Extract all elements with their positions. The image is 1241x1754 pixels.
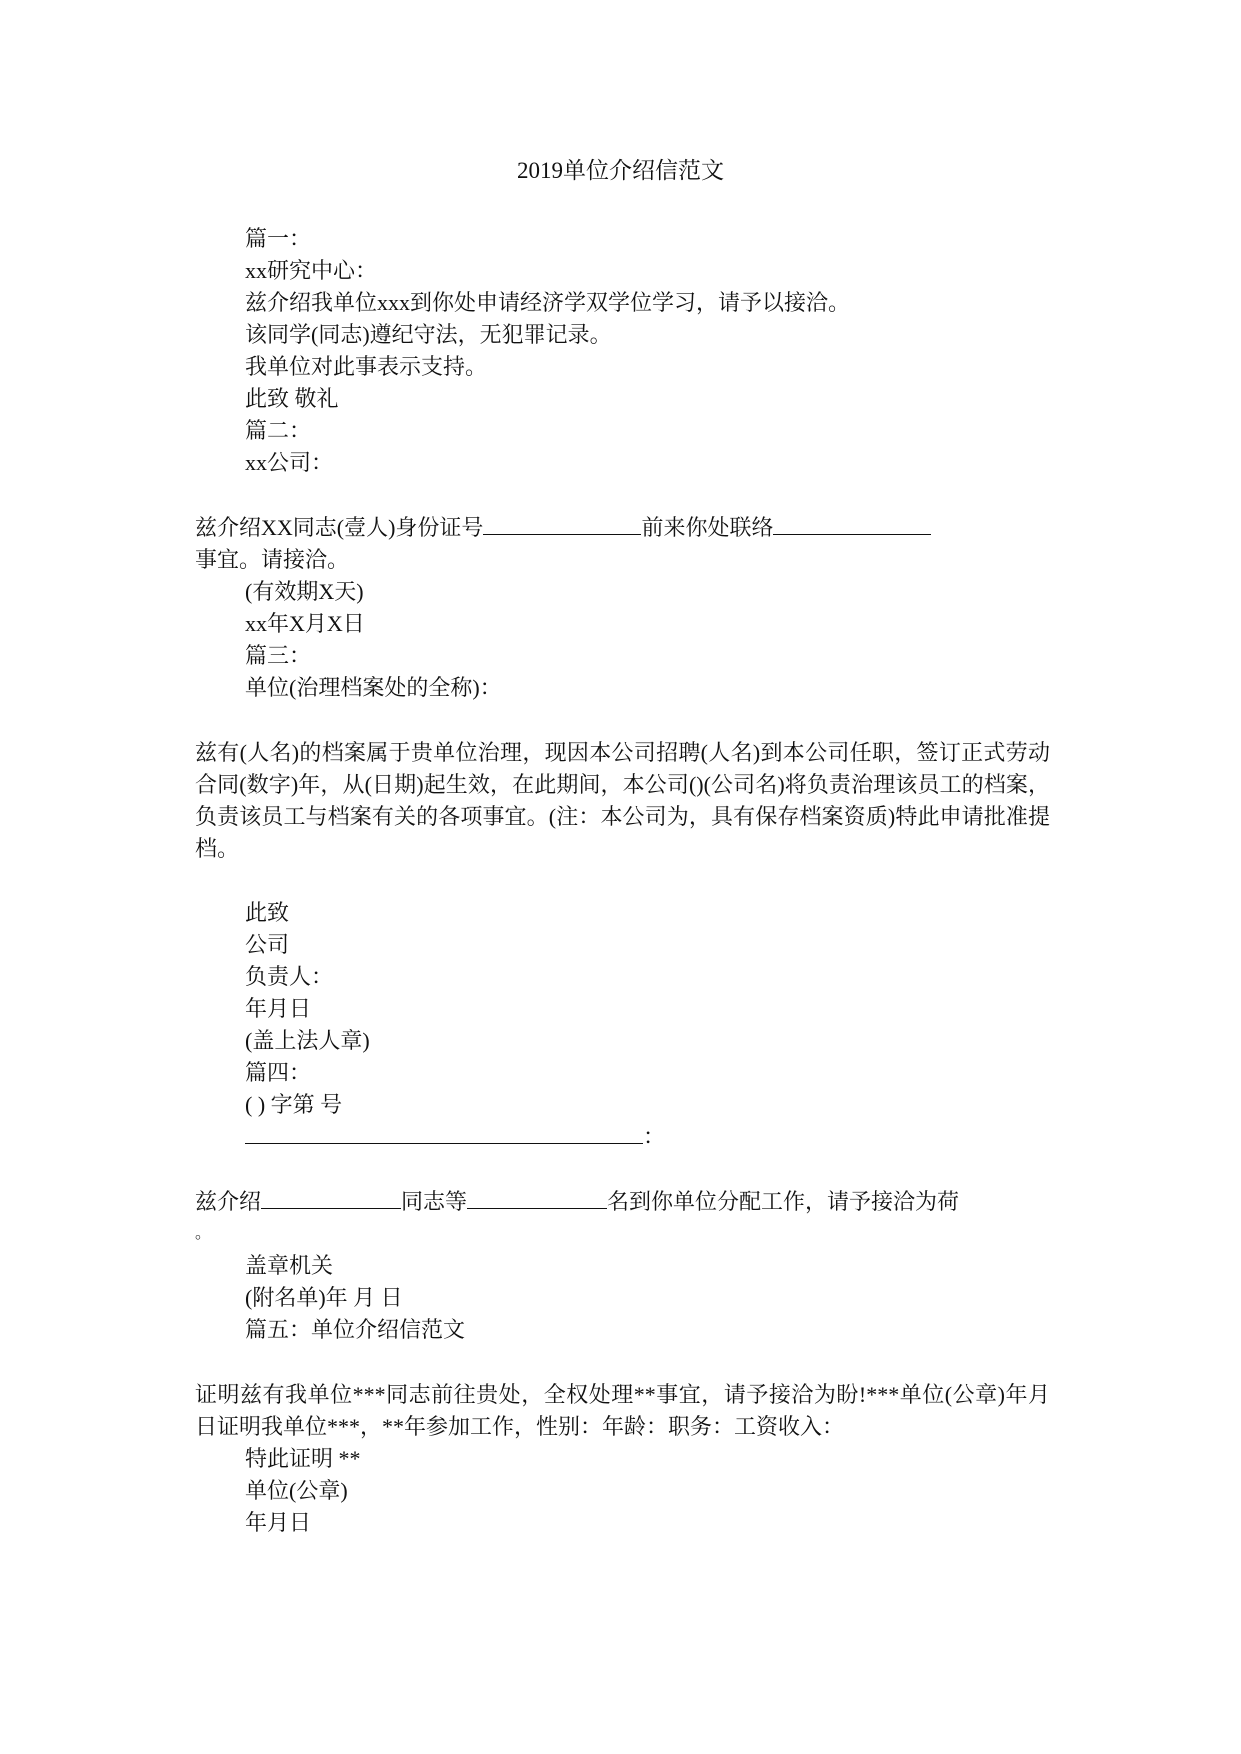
part3-line: 公司 xyxy=(245,932,290,957)
part1-heading: 篇一： xyxy=(245,226,312,251)
part3-line: 此致 xyxy=(245,900,290,925)
part4-body-line1 xyxy=(195,1186,959,1218)
part3-addressee: 单位(治理档案处的全称)： xyxy=(245,675,502,700)
part1-line: 该同学(同志)遵纪守法，无犯罪记录。 xyxy=(245,322,612,347)
part3-heading: 篇三： xyxy=(245,643,312,668)
part4-line: (附名单)年 月 日 xyxy=(245,1285,403,1310)
part4-line: 盖章机关 xyxy=(245,1253,334,1278)
part4-heading: 篇四： xyxy=(245,1060,312,1085)
part1-addressee: xx研究中心： xyxy=(245,258,378,283)
name-blank xyxy=(261,1186,401,1209)
part1-line: 我单位对此事表示支持。 xyxy=(245,354,488,379)
part2-validity: (有效期X天) xyxy=(245,579,364,604)
part5-line: 年月日 xyxy=(245,1510,312,1535)
part3-line: (盖上法人章) xyxy=(245,1028,370,1053)
part2-body-a: 兹介绍XX同志(壹人)身份证号 xyxy=(195,515,484,540)
part2-heading: 篇二： xyxy=(245,418,312,443)
part4-blank-suffix: ： xyxy=(643,1124,666,1149)
part4-body-b: 同志等 xyxy=(401,1189,468,1214)
part4-body-c: 名到你单位分配工作，请予接洽为荷 xyxy=(607,1189,960,1214)
part3-body: 兹有(人名)的档案属于贵单位治理，现因本公司招聘(人名)到本公司任职，签订正式劳动合同(数字)年，从(日期)起生效，在此期间，本公司()(公司名)将负责治理该员工的档案，负责该员工与档案有关的各项事宜。(注：本公司为，具有保存档案资质)特此申请批准提档。 xyxy=(195,740,1050,861)
id-number-blank xyxy=(483,512,641,535)
addressee-blank xyxy=(245,1121,643,1144)
part1-line: 此致 敬礼 xyxy=(245,386,339,411)
part4-blank-line xyxy=(245,1121,665,1153)
document-title: 2019单位介绍信范文 xyxy=(517,158,724,183)
part3-line: 年月日 xyxy=(245,996,312,1021)
part4-body-d: 。 xyxy=(195,1225,212,1242)
part2-body-c: 事宜。请接洽。 xyxy=(195,547,350,572)
matter-blank xyxy=(773,512,931,535)
part2-body-line1 xyxy=(195,512,931,544)
part2-date: xx年X月X日 xyxy=(245,611,365,636)
part5-line: 特此证明 ** xyxy=(245,1446,361,1471)
part2-addressee: xx公司： xyxy=(245,450,334,475)
part5-heading: 篇五：单位介绍信范文 xyxy=(245,1317,466,1342)
count-blank xyxy=(467,1186,607,1209)
part2-body-b: 前来你处联络 xyxy=(641,515,774,540)
part3-line: 负责人： xyxy=(245,964,334,989)
part4-body-a: 兹介绍 xyxy=(195,1189,262,1214)
part1-line: 兹介绍我单位xxx到你处申请经济学双学位学习，请予以接洽。 xyxy=(245,290,851,315)
part5-line: 单位(公章) xyxy=(245,1478,348,1503)
part5-body: 证明兹有我单位***同志前往贵处，全权处理**事宜，请予接洽为盼!***单位(公章)年月日证明我单位***，**年参加工作，性别：年龄：职务：工资收入： xyxy=(195,1382,1050,1439)
part4-ref: ( ) 字第 号 xyxy=(245,1092,343,1117)
